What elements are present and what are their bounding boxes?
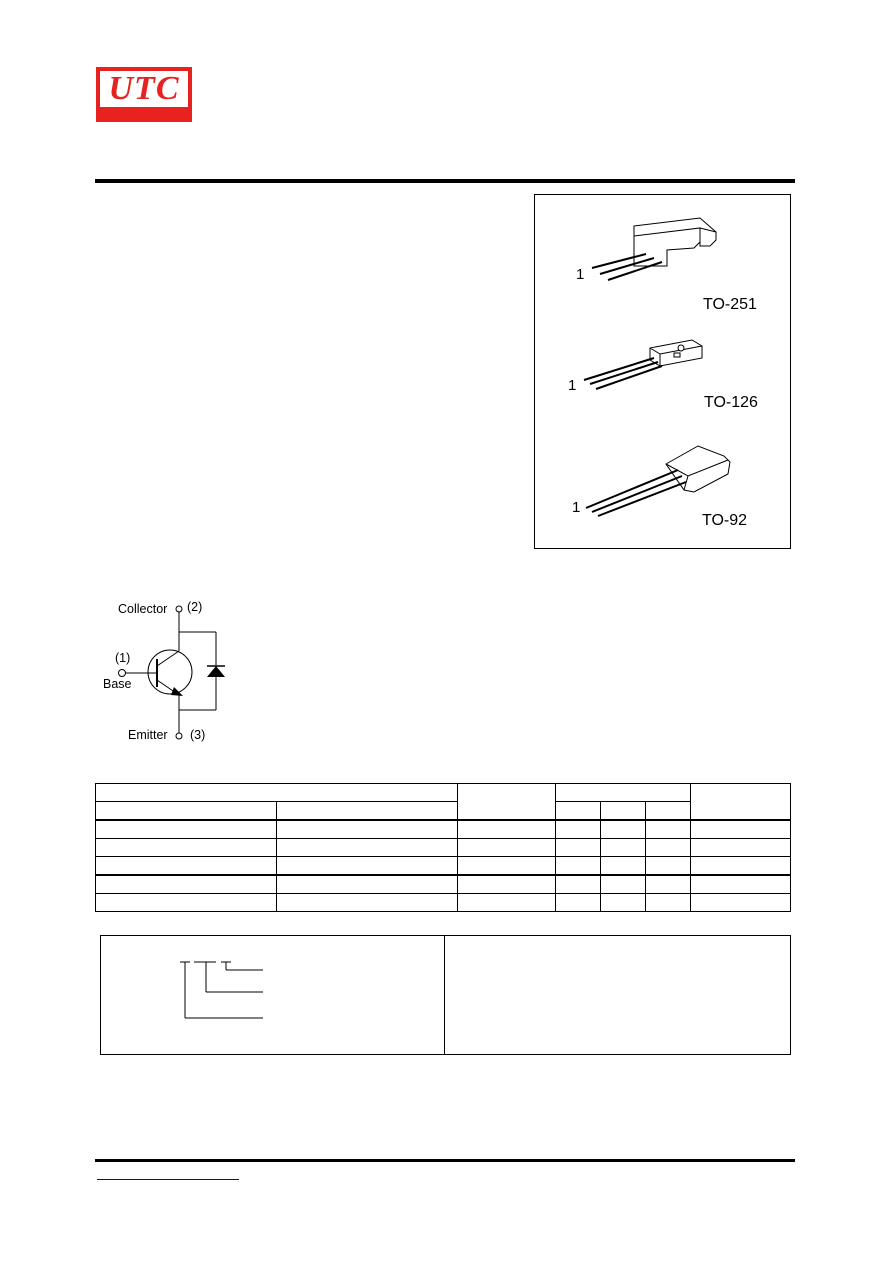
emitter-terminal xyxy=(176,733,182,739)
to92-label: TO-92 xyxy=(702,512,748,529)
header-cell xyxy=(556,784,691,802)
header-cell xyxy=(458,784,556,821)
transistor-symbol xyxy=(95,595,235,745)
collector-label: Collector xyxy=(118,602,168,616)
to92-pin1-marker: 1 xyxy=(572,499,581,516)
utc-logo xyxy=(96,67,192,122)
table-row xyxy=(96,820,791,839)
table-header-row xyxy=(96,784,791,802)
emitter-pin-number: (3) xyxy=(190,728,206,742)
website-link-underline[interactable] xyxy=(97,1179,239,1180)
to251-pin1-marker: 1 xyxy=(576,266,585,283)
specification-table xyxy=(95,783,791,912)
base-label: Base xyxy=(103,677,132,691)
part-number-decoder-lines xyxy=(175,955,270,1025)
header-cell xyxy=(691,784,791,821)
base-terminal xyxy=(119,670,126,677)
header-rule xyxy=(95,179,795,183)
header-cell xyxy=(96,802,277,821)
table-row xyxy=(96,839,791,857)
footer-rule xyxy=(95,1159,795,1162)
to126-drawing xyxy=(584,340,702,389)
package-drawings xyxy=(534,194,791,549)
ordering-info-divider xyxy=(444,935,445,1055)
header-cell xyxy=(96,784,458,802)
header-cell xyxy=(601,802,646,821)
to126-label: TO-126 xyxy=(704,394,758,411)
collector-pin-number: (2) xyxy=(187,600,203,614)
table-header-row xyxy=(96,802,791,821)
table-row xyxy=(96,875,791,894)
logo-inner-panel xyxy=(100,71,188,107)
header-cell xyxy=(556,802,601,821)
emitter-label: Emitter xyxy=(128,728,168,742)
base-pin-number: (1) xyxy=(115,651,131,665)
to251-label: TO-251 xyxy=(703,296,757,313)
to126-pin1-marker: 1 xyxy=(568,377,577,394)
to251-drawing xyxy=(592,218,716,280)
table-row xyxy=(96,894,791,912)
header-cell xyxy=(646,802,691,821)
diode-icon xyxy=(207,666,225,677)
logo-text: UTC xyxy=(108,70,180,107)
collector-terminal xyxy=(176,606,182,612)
table-row xyxy=(96,857,791,876)
to92-drawing xyxy=(586,446,730,516)
header-cell xyxy=(277,802,458,821)
